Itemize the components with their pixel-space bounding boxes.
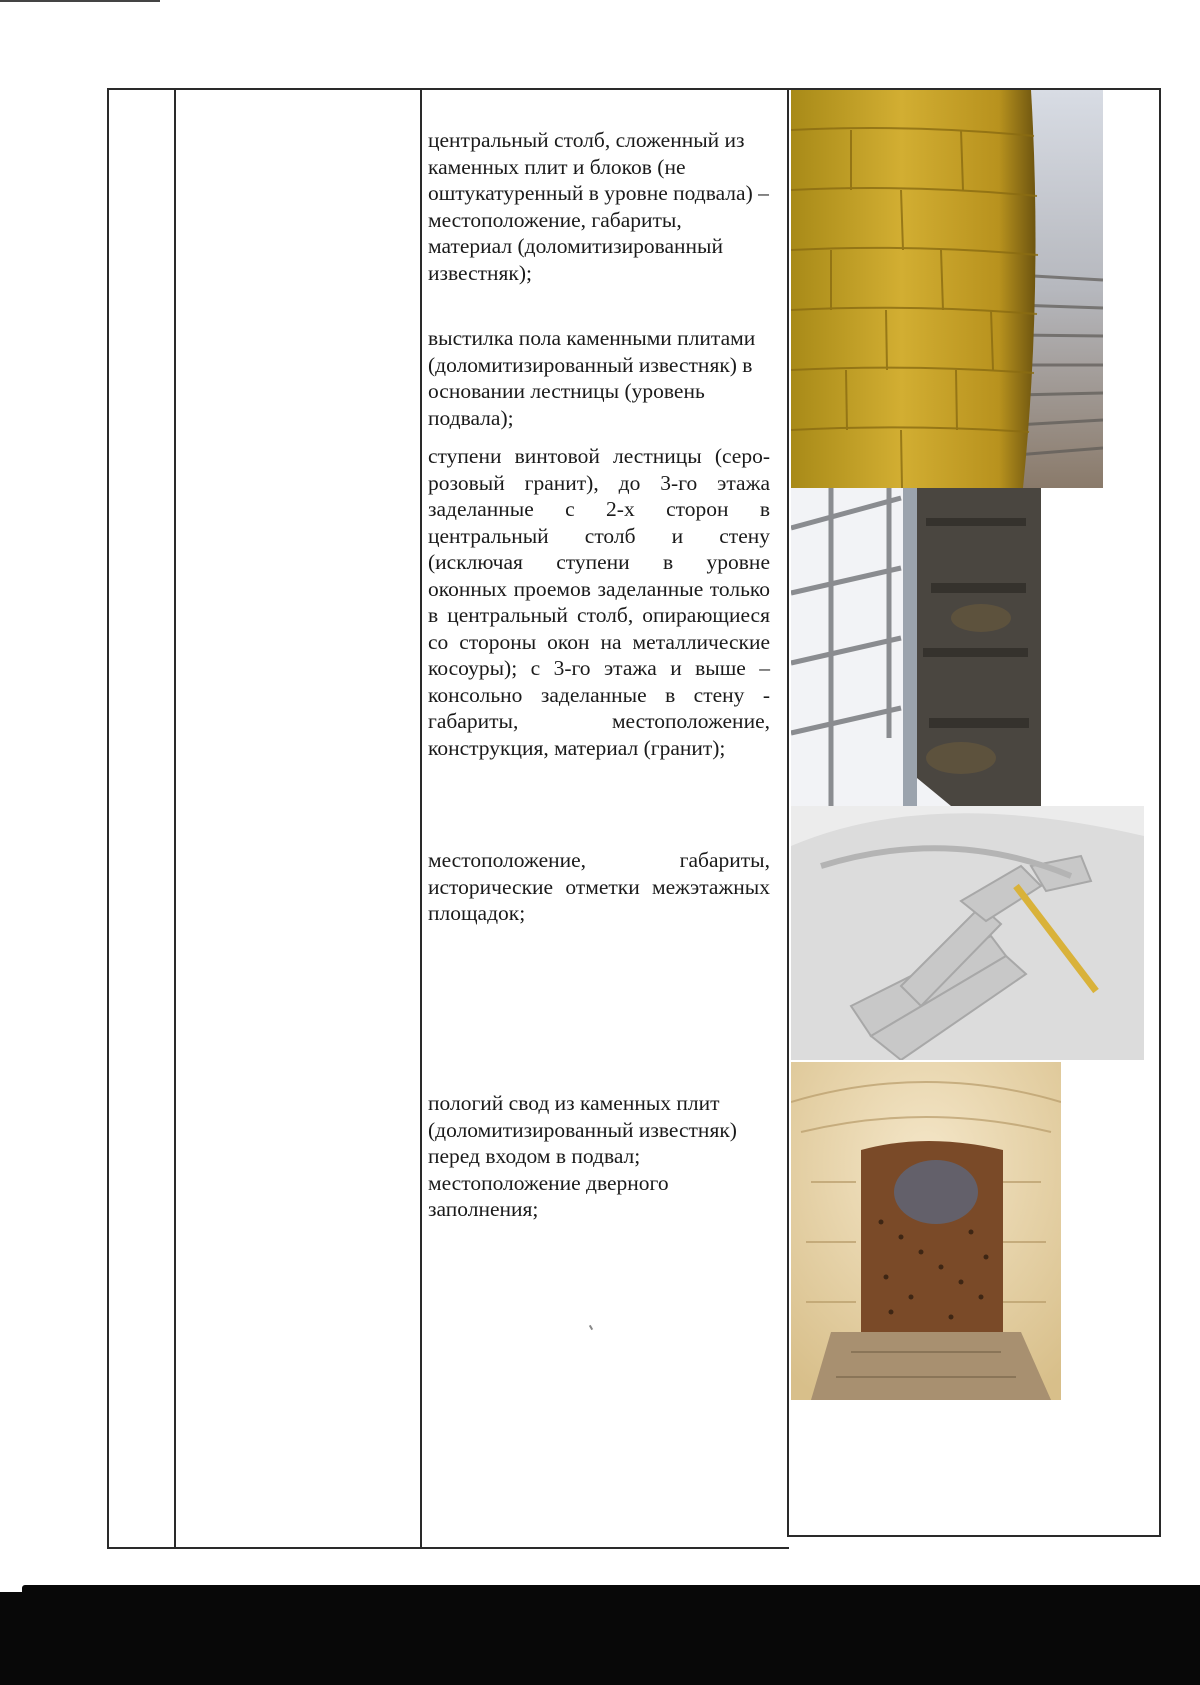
photo-vaulted-door bbox=[791, 1062, 1061, 1400]
column-divider-2 bbox=[420, 88, 422, 1548]
table-border-right bbox=[1159, 88, 1161, 1536]
photo-stone-pillar bbox=[791, 90, 1103, 488]
table-border-bottom bbox=[107, 1547, 789, 1549]
scan-artifact-bottom-band bbox=[0, 1592, 1200, 1685]
photo-window-stair bbox=[791, 488, 1041, 806]
paragraph-vault-door: пологий свод из каменных плит (доломитизированный известняк) перед входом в подвал; местоположение дверного заполнения; bbox=[428, 1091, 737, 1221]
scan-artifact-line bbox=[0, 0, 160, 2]
paragraph-central-pillar: центральный столб, сложенный из каменных плит и блоков (не оштукатуренный в уровне подвала) – местоположение, габариты, материал (доломитизированный известняк); bbox=[428, 128, 769, 285]
image-column-bottom-border bbox=[787, 1535, 1161, 1537]
photo-spiral-stair-above bbox=[791, 806, 1144, 1060]
table-border-left bbox=[107, 88, 109, 1548]
column-divider-1 bbox=[174, 88, 176, 1548]
paragraph-floor-paving: выстилка пола каменными плитами (доломитизированный известняк) в основании лестницы (уровень подвала); bbox=[428, 326, 756, 430]
paragraph-landings: местоположение, габариты, исторические отметки межэтажных площадок; bbox=[428, 848, 770, 925]
scan-speck bbox=[589, 1325, 593, 1330]
column-divider-3 bbox=[787, 88, 789, 1536]
paragraph-stair-steps: ступени винтовой лестницы (серо-розовый гранит), до 3-го этажа заделанные с 2-х сторон в центральный столб и стену (исключая ступени в уровне оконных проемов заделанные только в центральный столб, опирающиеся со стороны окон на металлические косоуры); с 3-го этажа и выше – консольно заделанные в стену - габариты, местоположение, конструкция, материал (гранит); bbox=[428, 444, 770, 760]
